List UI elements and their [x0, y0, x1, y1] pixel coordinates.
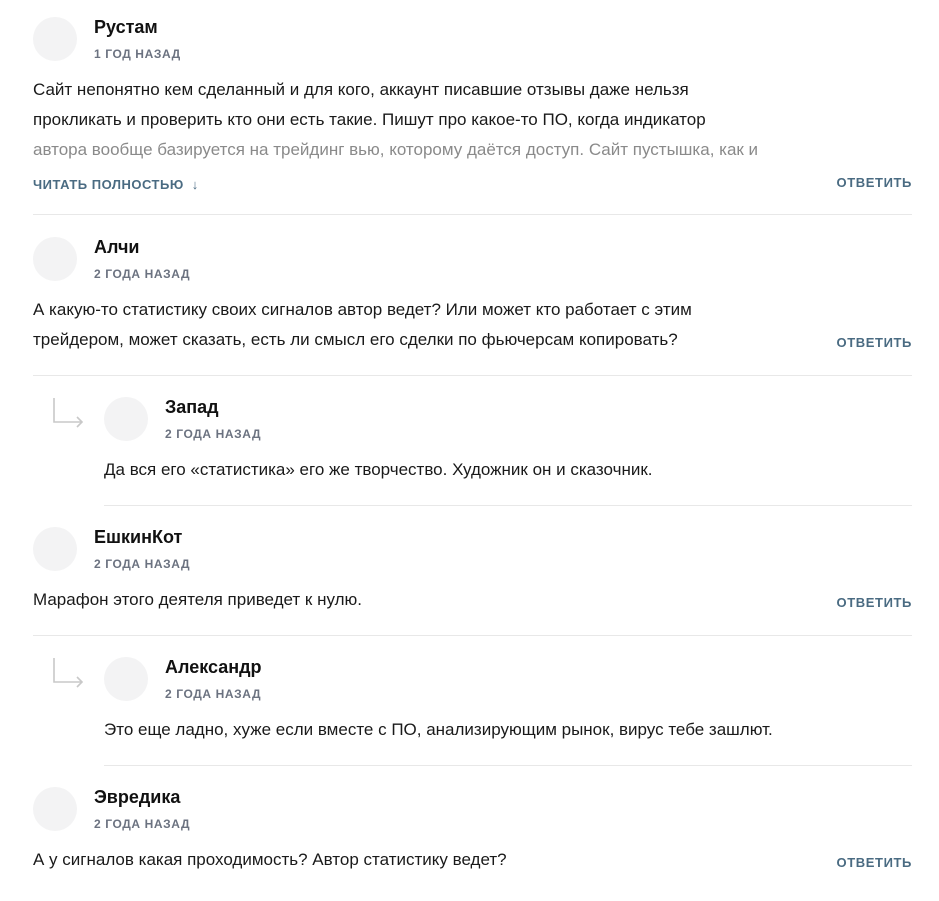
avatar	[33, 527, 77, 571]
comment-date: 2 ГОДА НАЗАД	[94, 557, 191, 571]
read-more-button[interactable]	[33, 177, 199, 192]
reply-button[interactable]: ОТВЕТИТЬ	[836, 175, 912, 190]
arrow-down-icon: ↓	[191, 177, 199, 192]
comment-date: 2 ГОДА НАЗАД	[165, 687, 262, 701]
comment-text: Да вся его «статистика» его же творчество. Художник он и сказочник.	[104, 460, 653, 479]
reply-arrow-icon	[50, 396, 86, 428]
divider	[104, 765, 912, 766]
divider	[33, 375, 912, 376]
comment-author[interactable]: Алчи	[94, 237, 140, 257]
comment-date: 2 ГОДА НАЗАД	[94, 817, 191, 831]
comment-text-line: прокликать и проверить кто они есть такие. Пишут про какое-то ПО, когда индикатор	[33, 110, 706, 129]
avatar	[104, 657, 148, 701]
avatar	[33, 17, 77, 61]
comment-author[interactable]: Рустам	[94, 17, 158, 37]
comment-text: Это еще ладно, хуже если вместе с ПО, анализирующим рынок, вирус тебе зашлют.	[104, 720, 773, 739]
comment-text-line: А какую-то статистику своих сигналов автор ведет? Или может кто работает с этим	[33, 300, 692, 319]
comment-text: Марафон этого деятеля приведет к нулю.	[33, 590, 363, 609]
reply-button[interactable]: ОТВЕТИТЬ	[836, 595, 912, 610]
comment-text-line: Сайт непонятно кем сделанный и для кого, аккаунт писавшие отзывы даже нельзя	[33, 80, 689, 99]
comment-text-line: трейдером, может сказать, есть ли смысл его сделки по фьючерсам копировать?	[33, 330, 678, 349]
comment-text: А у сигналов какая проходимость? Автор статистику ведет?	[33, 850, 507, 869]
reply-arrow-icon	[50, 656, 86, 688]
reply-button[interactable]: ОТВЕТИТЬ	[836, 855, 912, 870]
avatar	[33, 787, 77, 831]
reply-button[interactable]: ОТВЕТИТЬ	[836, 335, 912, 350]
avatar	[104, 397, 148, 441]
read-more-label: ЧИТАТЬ ПОЛНОСТЬЮ	[33, 177, 184, 192]
comment-text	[33, 75, 893, 165]
comment-author[interactable]: Эвредика	[94, 787, 181, 807]
comment-date: 1 ГОД НАЗАД	[94, 47, 181, 61]
divider	[104, 505, 912, 506]
comment-date: 2 ГОДА НАЗАД	[94, 267, 191, 281]
comment-text-line: автора вообще базируется на трейдинг вью, которому даётся доступ. Сайт пустышка, как и	[33, 140, 759, 159]
comment-author[interactable]: Александр	[165, 657, 262, 677]
divider	[33, 214, 912, 215]
comment-date: 2 ГОДА НАЗАД	[165, 427, 262, 441]
avatar	[33, 237, 77, 281]
comment-text	[33, 295, 823, 355]
comment-author[interactable]: ЕшкинКот	[94, 527, 183, 547]
comment-author[interactable]: Запад	[165, 397, 219, 417]
divider	[33, 635, 912, 636]
